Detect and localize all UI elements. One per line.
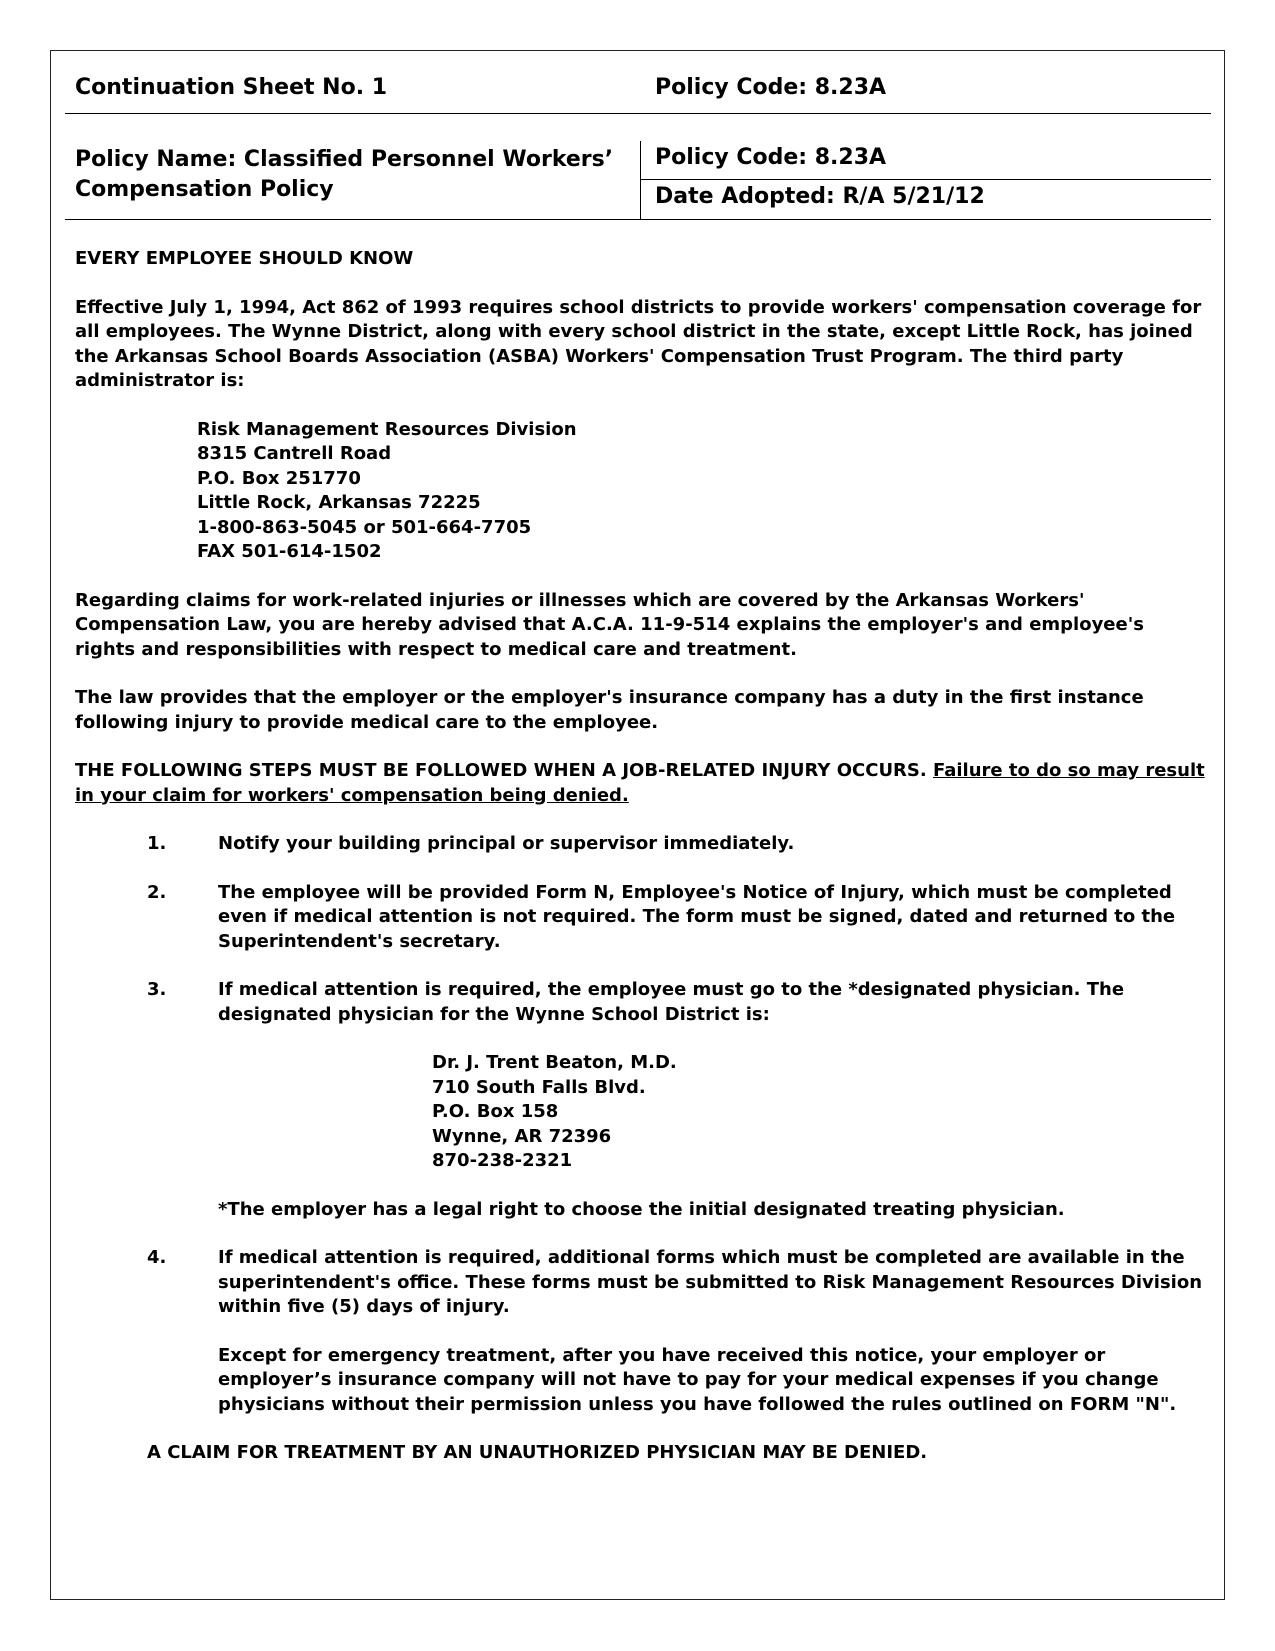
step-text: Notify your building principal or supervisor immediately. — [218, 833, 795, 854]
emergency-paragraph: Except for emergency treatment, after you have received this notice, your employer or employer’s insurance company will not have to pay for your medical expenses if you change physicians without their permission unless you have followed the rules outlined on FORM "N". — [218, 1344, 1177, 1415]
physician-note: *The employer has a legal right to choose the initial designated treating physician. — [218, 1198, 1065, 1220]
policy-code-cell — [641, 141, 1211, 180]
continuation-header — [65, 73, 1211, 114]
physician-line: 870-238-2321 — [432, 1150, 573, 1171]
policy-name: Policy Name: Classified Personnel Workers’ Compensation Policy — [75, 147, 614, 202]
step-item — [75, 978, 1205, 1027]
step-number: 3. — [147, 979, 167, 1000]
law-paragraph: The law provides that the employer or the employer's insurance company has a duty in the first instance following injury to provide medical care to the employee. — [75, 687, 1144, 733]
claims-paragraph: Regarding claims for work-related injuries or illnesses which are covered by the Arkansas Workers' Compensation Law, you are hereby advised that A.C.A. 11-9-514 explains the employer's and employee's rights and responsibilities with respect to medical care and treatment. — [75, 589, 1144, 660]
step-number: 1. — [147, 833, 167, 854]
document-body — [75, 247, 1205, 1490]
address-line: FAX 501-614-1502 — [197, 541, 382, 562]
intro-paragraph: Effective July 1, 1994, Act 862 of 1993 requires school districts to provide workers' compensation coverage for all employees. The Wynne District, along with every school district in the state, except Little Rock, has joined the Arkansas School Boards Association (ASBA) Workers' Compensation Trust Program. The third party administrator is: — [75, 296, 1202, 391]
page-frame — [50, 50, 1225, 1600]
steps-warning: Failure to do so may result in your claim for workers' compensation being denied. — [75, 760, 1205, 806]
physician-line: Dr. J. Trent Beaton, M.D. — [432, 1052, 677, 1073]
step-text: If medical attention is required, the employee must go to the *designated physician. The designated physician for the Wynne School District is: — [218, 979, 1125, 1025]
physician-line: 710 South Falls Blvd. — [432, 1076, 646, 1098]
physician-line: P.O. Box 158 — [432, 1101, 559, 1122]
step-item — [75, 1246, 1205, 1320]
address-line: Risk Management Resources Division — [197, 418, 577, 440]
address-line: Little Rock, Arkansas 72225 — [197, 492, 481, 513]
policy-header-table — [65, 141, 1211, 220]
steps-heading — [75, 759, 1205, 808]
policy-code: Policy Code: 8.23A — [655, 145, 887, 170]
address-line: 8315 Cantrell Road — [197, 443, 392, 464]
date-adopted-cell — [641, 180, 1211, 219]
administrator-address — [197, 418, 1205, 565]
address-line: P.O. Box 251770 — [197, 467, 361, 489]
step-number: 2. — [147, 881, 167, 903]
date-adopted: Date Adopted: R/A 5/21/12 — [655, 184, 985, 209]
section-heading: EVERY EMPLOYEE SHOULD KNOW — [75, 248, 414, 269]
physician-line: Wynne, AR 72396 — [432, 1125, 612, 1147]
final-warning: A CLAIM FOR TREATMENT BY AN UNAUTHORIZED PHYSICIAN MAY BE DENIED. — [147, 1442, 928, 1463]
policy-code-top: Policy Code: 8.23A — [655, 75, 887, 100]
physician-address — [432, 1051, 1205, 1174]
address-line: 1-800-863-5045 or 501-664-7705 — [197, 516, 532, 538]
step-text: The employee will be provided Form N, Employee's Notice of Injury, which must be completed even if medical attention is not required. The form must be signed, dated and returned to the Superintendent's secretary. — [218, 881, 1176, 952]
step-number: 4. — [147, 1247, 167, 1268]
continuation-sheet-label: Continuation Sheet No. 1 — [75, 75, 388, 100]
step-item — [75, 881, 1205, 955]
step-text: If medical attention is required, additional forms which must be completed are available in the superintendent's office. These forms must be submitted to Risk Management Resources Division within five (5) days of injury. — [218, 1247, 1203, 1317]
steps-heading-text: THE FOLLOWING STEPS MUST BE FOLLOWED WHEN A JOB-RELATED INJURY OCCURS. — [75, 760, 933, 781]
step-item — [75, 832, 1205, 857]
